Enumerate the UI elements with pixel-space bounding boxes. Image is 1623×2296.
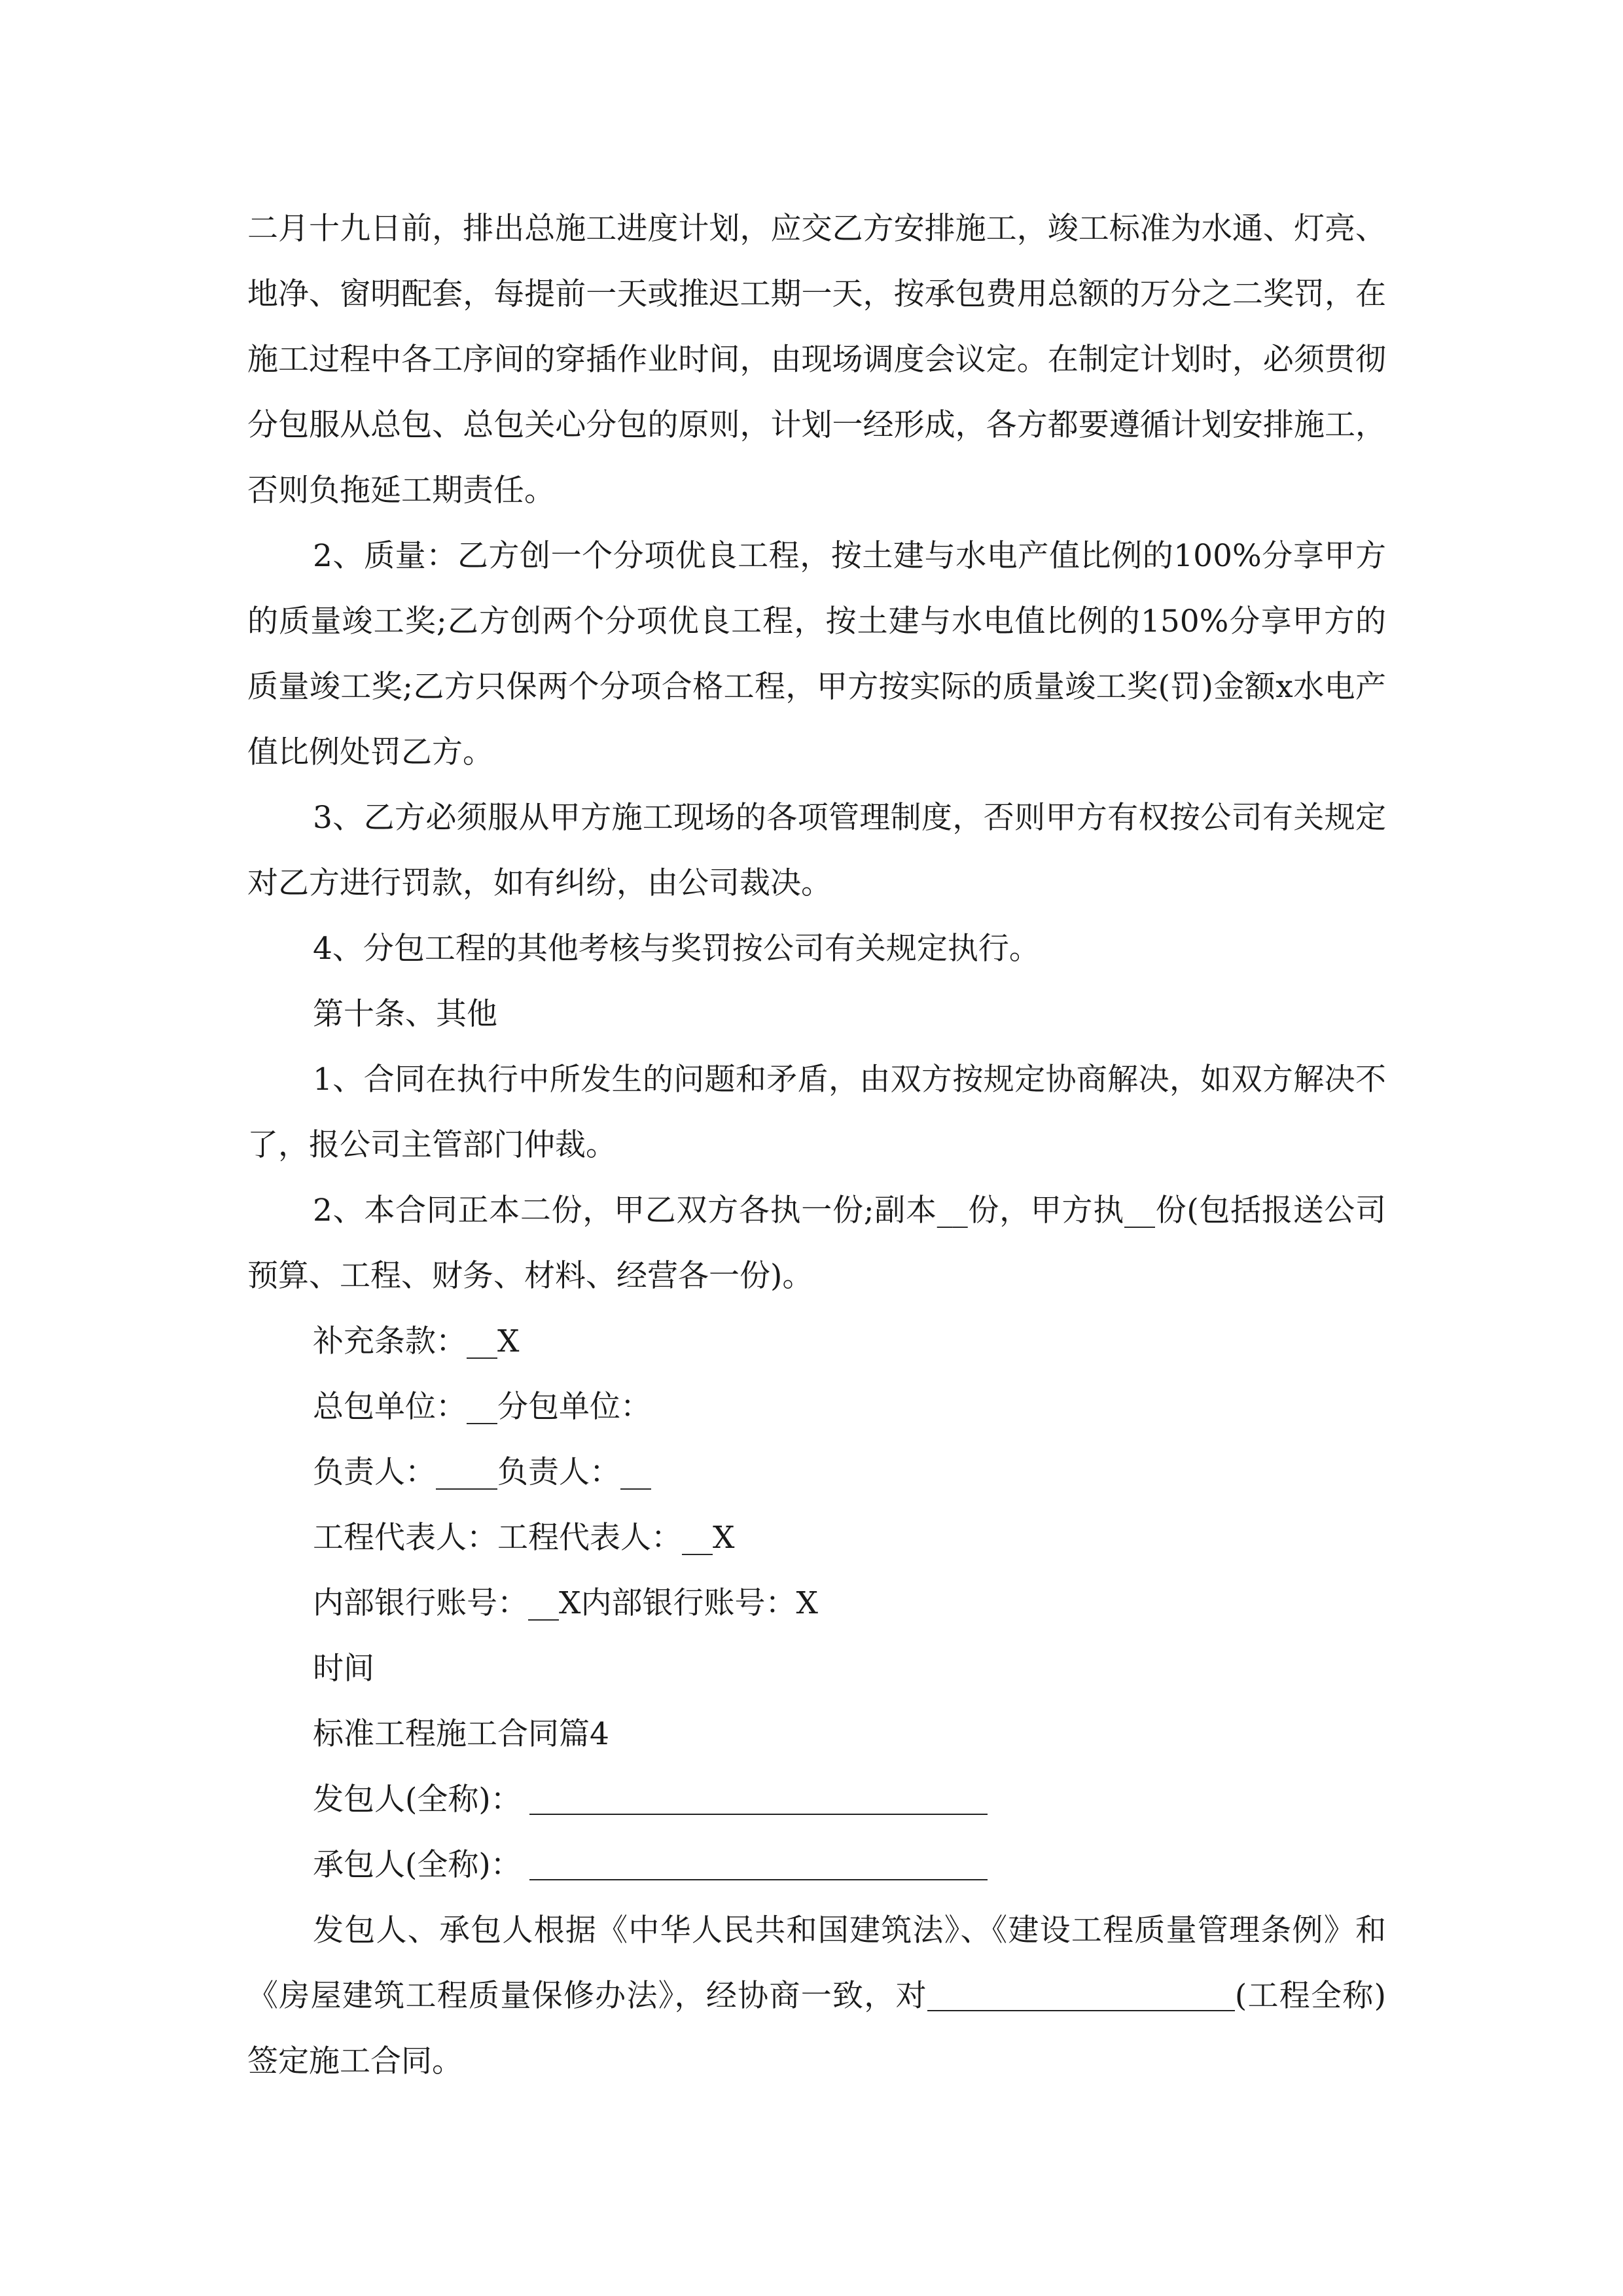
paragraph-disputes: 1、合同在执行中所发生的问题和矛盾，由双方按规定协商解决，如双方解决不了，报公司主管部门仲裁。 bbox=[247, 1062, 1386, 1163]
paragraph-management: 3、乙方必须服从甲方施工现场的各项管理制度，否则甲方有权按公司有关规定对乙方进行罚款，如有纠纷，由公司裁决。 bbox=[247, 800, 1386, 901]
document-body bbox=[247, 196, 1386, 2094]
contract-title: 标准工程施工合同篇4 bbox=[313, 1716, 609, 1752]
paragraph-quality: 2、质量：乙方创一个分项优良工程，按土建与水电产值比例的100%分享甲方的质量竣工奖;乙方创两个分项优良工程，按土建与水电值比例的150%分享甲方的质量竣工奖;乙方只保两个分项合格工程，甲方按实际的质量竣工奖(罚)金额x水电产值比例处罚乙方。 bbox=[247, 538, 1386, 770]
bank-accounts: 内部银行账号：__X内部银行账号：X bbox=[313, 1585, 818, 1621]
project-representatives: 工程代表人：工程代表人：__X bbox=[313, 1520, 735, 1556]
date-label: 时间 bbox=[313, 1651, 374, 1687]
supplementary-terms: 补充条款：__X bbox=[313, 1323, 520, 1359]
paragraph-legal-basis bbox=[247, 1898, 1386, 2094]
contractor-units: 总包单位：__分包单位： bbox=[313, 1389, 651, 1425]
employer-blank-line bbox=[529, 1814, 988, 1815]
responsible-persons: 负责人：____负责人：__ bbox=[313, 1454, 651, 1490]
paragraph-schedule: 二月十九日前，排出总施工进度计划，应交乙方安排施工，竣工标准为水通、灯亮、地净、窗明配套，每提前一天或推迟工期一天，按承包费用总额的万分之二奖罚，在施工过程中各工序间的穿插作业时间，由现场调度会议定。在制定计划时，必须贯彻分包服从总包、总包关心分包的原则，计划一经形成，各方都要遵循计划安排施工，否则负拖延工期责任。 bbox=[247, 211, 1386, 509]
contractor-line bbox=[247, 1833, 1386, 1898]
project-name-blank-line bbox=[927, 2010, 1235, 2011]
employer-line bbox=[247, 1767, 1386, 1833]
paragraph-assessment: 4、分包工程的其他考核与奖罚按公司有关规定执行。 bbox=[313, 931, 1040, 967]
contractor-blank-line bbox=[529, 1879, 988, 1880]
legal-basis-text: 发包人、承包人根据《中华人民共和国建筑法》、《建设工程质量管理条例》和《房屋建筑工程质量保修办法》，经协商一致，对 bbox=[247, 1912, 1386, 2014]
section-heading-article-10: 第十条、其他 bbox=[313, 996, 497, 1032]
employer-label: 发包人(全称)： bbox=[313, 1782, 522, 1818]
contractor-label: 承包人(全称)： bbox=[313, 1847, 522, 1883]
legal-basis-tail: (工程全称)签定施工合同。 bbox=[247, 1978, 1386, 2079]
paragraph-copies: 2、本合同正本二份，甲乙双方各执一份;副本__份，甲方执__份(包括报送公司预算、工程、财务、材料、经营各一份)。 bbox=[247, 1193, 1386, 1294]
